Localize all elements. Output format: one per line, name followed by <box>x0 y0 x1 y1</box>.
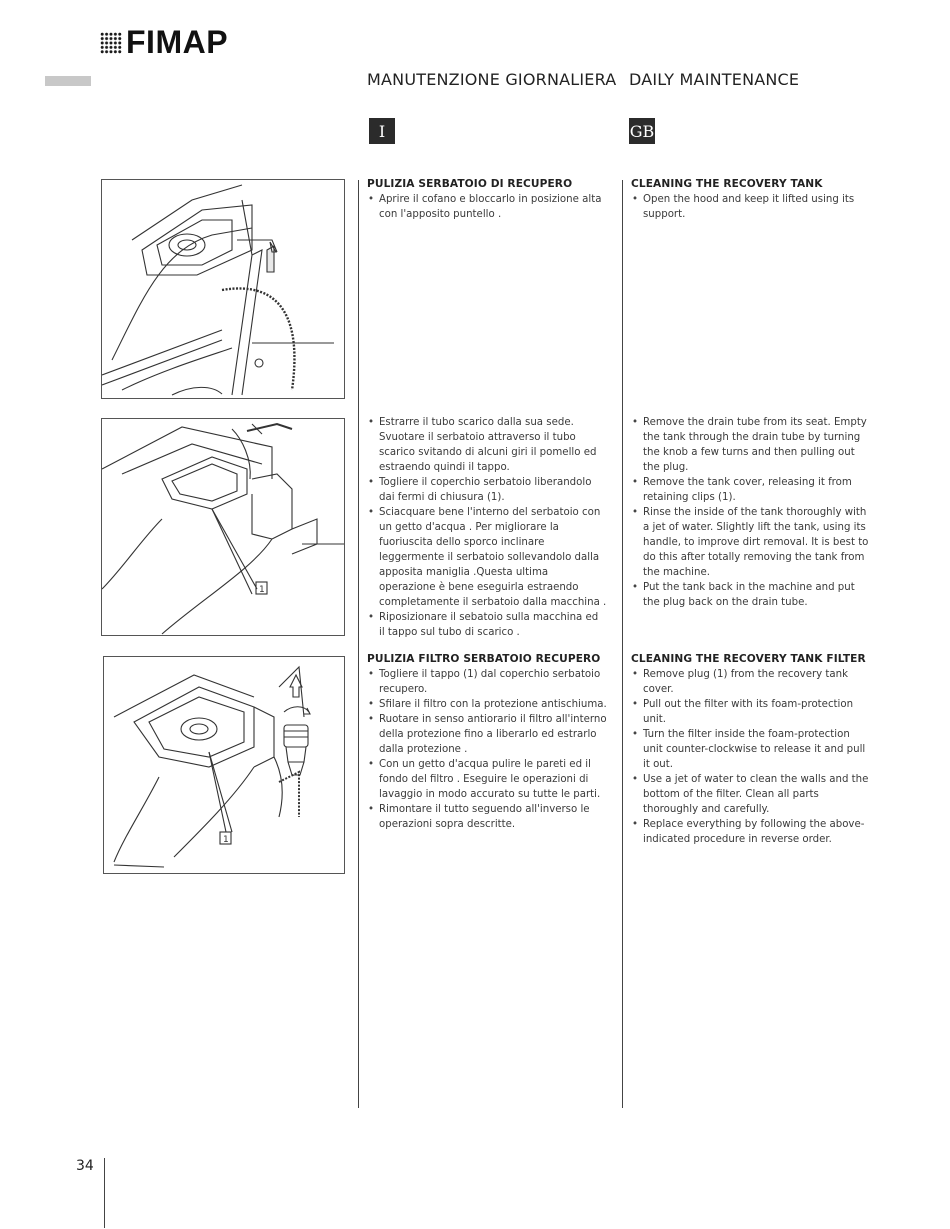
en-section-recovery-tank <box>631 177 871 222</box>
en-heading-filter: CLEANING THE RECOVERY TANK FILTER <box>631 653 866 665</box>
list-item: • Togliere il coperchio serbatoio liberandolo dai fermi di chiusura (1). <box>367 475 607 505</box>
list-item: • Togliere il tappo (1) dal coperchio serbatoio recupero. <box>367 667 607 697</box>
language-badge-en: GB <box>629 118 655 144</box>
list-item: • Replace everything by following the above-indicated procedure in reverse order. <box>631 817 871 847</box>
figure-tank-filter <box>103 656 345 874</box>
list-item: • Use a jet of water to clean the walls and the bottom of the filter. Clean all parts thoroughly and carefully. <box>631 772 871 817</box>
page-number: 34 <box>76 1158 94 1174</box>
it-section-drain <box>367 415 607 640</box>
en-heading-recovery-tank: CLEANING THE RECOVERY TANK <box>631 178 823 190</box>
grey-band-decoration <box>45 76 91 86</box>
en-section-drain <box>631 415 871 610</box>
column-divider-it <box>358 180 359 1108</box>
illustration-open-hood <box>102 180 344 398</box>
en-list-filter <box>631 667 871 847</box>
en-list-recovery-tank <box>631 192 871 222</box>
it-heading-recovery-tank: PULIZIA SERBATOIO DI RECUPERO <box>367 178 573 190</box>
brand-logo <box>100 24 228 61</box>
language-badge-it: I <box>369 118 395 144</box>
it-heading-filter: PULIZIA FILTRO SERBATOIO RECUPERO <box>367 653 601 665</box>
logo-dot-grid-icon <box>100 32 122 54</box>
list-item: • Con un getto d'acqua pulire le pareti ed il fondo del filtro . Eseguire le operazioni di lavaggio in modo accurato su tutte le parti. <box>367 757 607 802</box>
list-item: • Estrarre il tubo scarico dalla sua sede. Svuotare il serbatoio attraverso il tubo scarico svitando di alcuni giri il pomello ed estraendo quindi il tappo. <box>367 415 607 475</box>
list-item: • Rimontare il tutto seguendo all'inverso le operazioni sopra descritte. <box>367 802 607 832</box>
list-item: • Remove the tank cover, releasing it from retaining clips (1). <box>631 475 871 505</box>
it-section-recovery-tank <box>367 177 607 222</box>
en-list-drain <box>631 415 871 610</box>
it-list-filter <box>367 667 607 832</box>
list-item: • Sfilare il filtro con la protezione antischiuma. <box>367 697 607 712</box>
it-list-drain <box>367 415 607 640</box>
list-item: • Turn the filter inside the foam-protection unit counter-clockwise to release it and pull it out. <box>631 727 871 772</box>
brand-name: FIMAP <box>126 24 229 60</box>
list-item: • Riposizionare il sebatoio sulla macchina ed il tappo sul tubo di scarico . <box>367 610 607 640</box>
illustration-tank-filter <box>104 657 344 873</box>
list-item: • Put the tank back in the machine and put the plug back on the drain tube. <box>631 580 871 610</box>
list-item: • Sciacquare bene l'interno del serbatoio con un getto d'acqua . Per migliorare la fuoriuscita dello sporco inclinare leggermente il serbatoio sollevandolo dalla apposita maniglia .Questa ultima operazione è bene eseguirla estraendo completamente il serbatoio dalla macchina . <box>367 505 607 610</box>
list-item: • Open the hood and keep it lifted using its support. <box>631 192 871 222</box>
figure-tank-cover <box>101 418 345 636</box>
list-item: • Pull out the filter with its foam-protection unit. <box>631 697 871 727</box>
it-list-recovery-tank <box>367 192 607 222</box>
list-item: • Aprire il cofano e bloccarlo in posizione alta con l'apposito puntello . <box>367 192 607 222</box>
list-item: • Ruotare in senso antiorario il filtro all'interno della protezione fino a liberarlo ed estrarlo dalla protezione . <box>367 712 607 757</box>
en-section-filter <box>631 652 871 847</box>
illustration-tank-cover <box>102 419 344 635</box>
section-title-en: DAILY MAINTENANCE <box>629 70 800 89</box>
section-title-it: MANUTENZIONE GIORNALIERA <box>367 70 617 89</box>
figure-2-callout: 1 <box>259 585 265 595</box>
list-item: • Remove plug (1) from the recovery tank cover. <box>631 667 871 697</box>
figure-3-callout: 1 <box>223 835 229 845</box>
figure-open-hood <box>101 179 345 399</box>
list-item: • Remove the drain tube from its seat. Empty the tank through the drain tube by turning the knob a few turns and then pulling out the plug. <box>631 415 871 475</box>
it-section-filter <box>367 652 607 832</box>
footer-divider <box>104 1158 105 1228</box>
column-divider-en <box>622 180 623 1108</box>
list-item: • Rinse the inside of the tank thoroughly with a jet of water. Slightly lift the tank, using its handle, to improve dirt removal. It is best to do this after totally removing the tank from the machine. <box>631 505 871 580</box>
